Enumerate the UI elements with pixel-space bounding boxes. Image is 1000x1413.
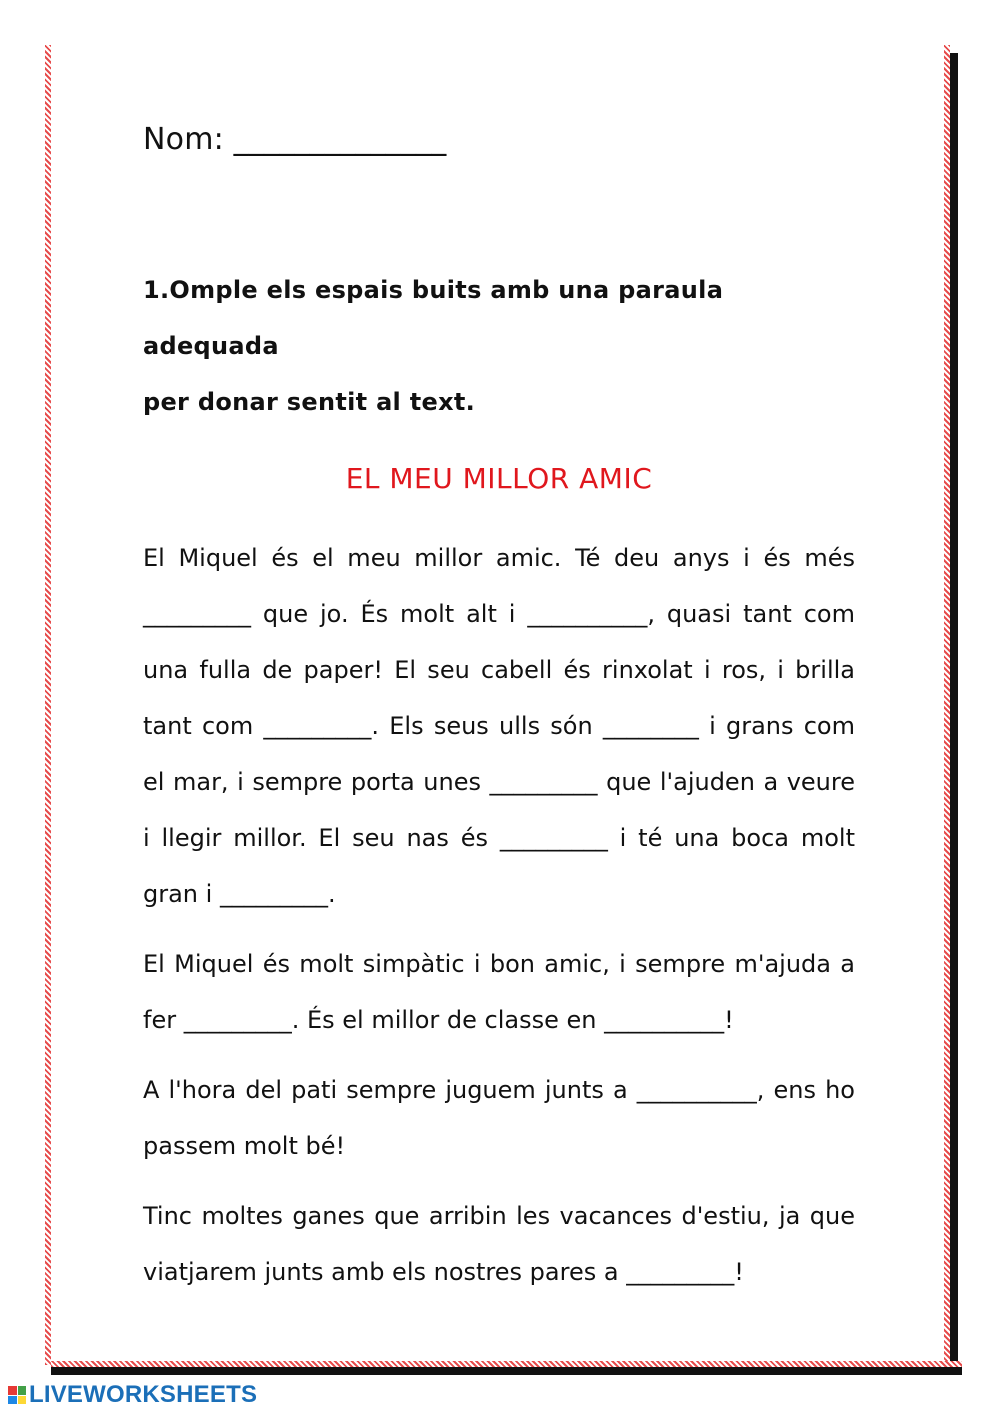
instructions-line-2: per donar sentit al text. [143,388,476,416]
name-field-label: Nom: ______________ [143,122,447,157]
instructions-line-1: 1.Omple els espais buits amb una paraula adequada [143,276,724,360]
instructions [143,262,855,430]
liveworksheets-logo-icon [8,1386,26,1404]
page-border-right-shadow [950,53,958,1373]
page-border-right [944,45,950,1365]
story-paragraph-1: El Miquel és el meu millor amic. Té deu anys i és més _________ que jo. És molt alt i __________, quasi tant com una fulla de paper! El seu cabell és rinxolat i ros, i brilla tant com _________. Els seus ulls són ________ i grans com el mar, i sempre porta unes _________ que l'ajuden a veure i llegir millor. El seu nas és _________ i té una boca molt gran i _________. [143,544,855,908]
page-border-bottom-shadow [51,1367,962,1375]
liveworksheets-footer[interactable] [8,1382,257,1408]
footer-brand: LIVEWORKSHEETS [29,1381,258,1408]
story-paragraph-4: Tinc moltes ganes que arribin les vacances d'estiu, ja que viatjarem junts amb els nostres pares a _________! [143,1202,855,1286]
page-border-bottom [51,1361,962,1367]
story-paragraph-2: El Miquel és molt simpàtic i bon amic, i sempre m'ajuda a fer _________. És el millor de classe en __________! [143,950,855,1034]
page-border-left [45,45,51,1365]
story-paragraph-3: A l'hora del pati sempre juguem junts a __________, ens ho passem molt bé! [143,1076,855,1160]
story-title: EL MEU MILLOR AMIC [345,462,653,495]
